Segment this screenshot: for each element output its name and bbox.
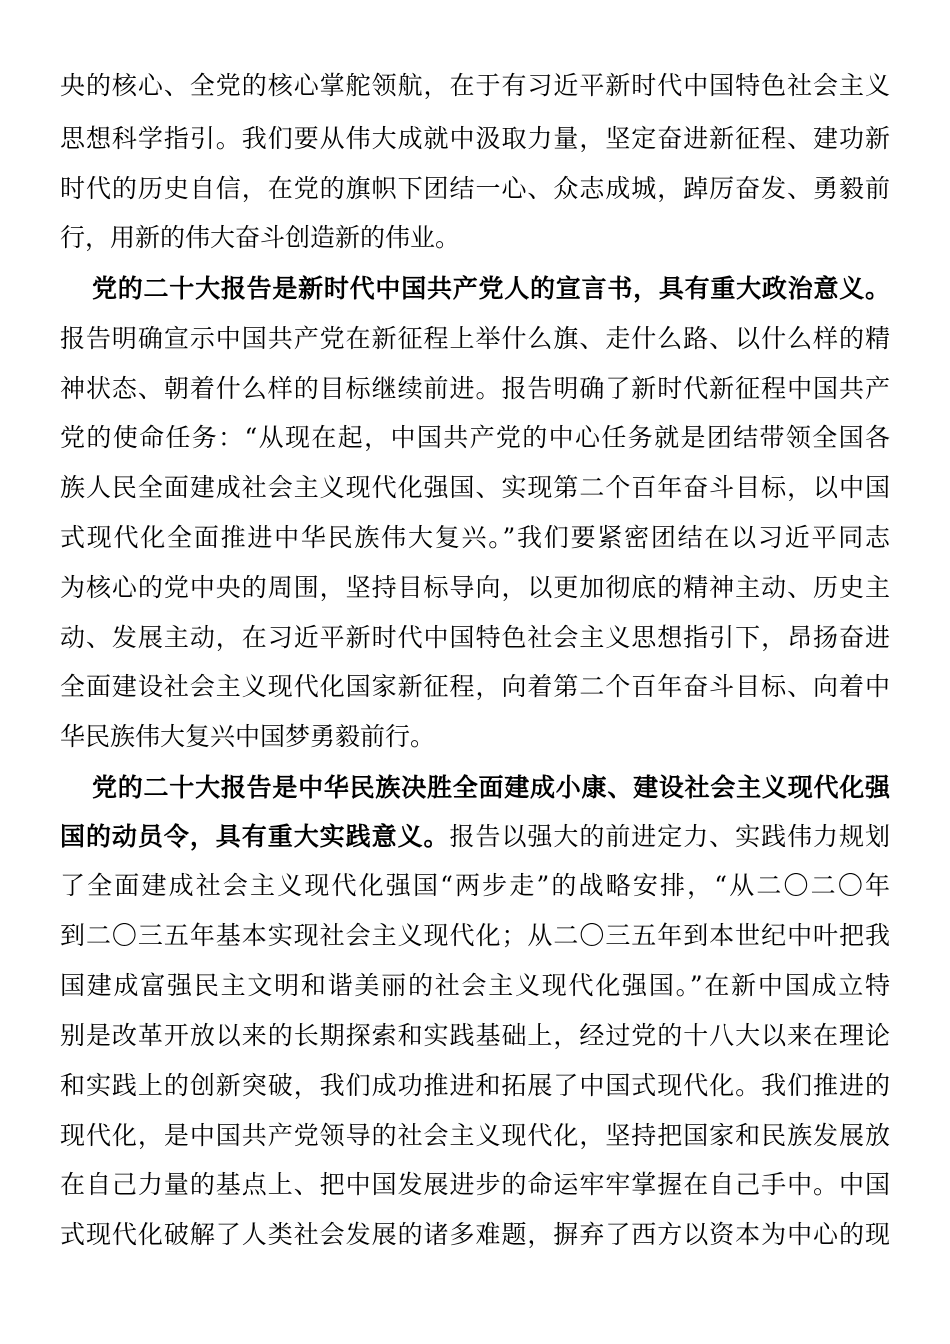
text-line: 式现代化全面推进中华民族伟大复兴。”我们要紧密团结在以习近平同志 — [60, 523, 890, 552]
text-line: 全面建设社会主义现代化国家新征程，向着第二个百年奋斗目标、向着中 — [60, 672, 890, 701]
text-line: 神状态、朝着什么样的目标继续前进。报告明确了新时代新征程中国共产 — [60, 374, 890, 403]
text-line: 行，用新的伟大奋斗创造新的伟业。 — [60, 223, 461, 252]
text-line: 党的使命任务：“从现在起，中国共产党的中心任务就是团结带领全国各 — [60, 423, 890, 452]
text-line: 为核心的党中央的周围，坚持目标导向，以更加彻底的精神主动、历史主 — [60, 573, 890, 602]
text-line: 现代化，是中国共产党领导的社会主义现代化，坚持把国家和民族发展放 — [60, 1121, 890, 1150]
text-line: 族人民全面建成社会主义现代化强国、实现第二个百年奋斗目标，以中国 — [60, 473, 890, 502]
text-line: 思想科学指引。我们要从伟大成就中汲取力量，坚定奋进新征程、建功新 — [60, 124, 890, 153]
text-line: 央的核心、全党的核心掌舵领航，在于有习近平新时代中国特色社会主义 — [60, 71, 890, 100]
text-line: 式现代化破解了人类社会发展的诸多难题，摒弃了西方以资本为中心的现 — [60, 1220, 890, 1249]
paragraph-heading-tail: 国的动员令，具有重大实践意义。 — [60, 822, 450, 851]
text-line: 在自己力量的基点上、把中国发展进步的命运牢牢掌握在自己手中。中国 — [60, 1170, 890, 1199]
text-segment: 报告以强大的前进定力、实践伟力规划 — [449, 822, 890, 851]
text-line: 和实践上的创新突破，我们成功推进和拓展了中国式现代化。我们推进的 — [60, 1071, 890, 1100]
text-line: 动、发展主动，在习近平新时代中国特色社会主义思想指引下，昂扬奋进 — [60, 623, 890, 652]
text-line: 国建成富强民主文明和谐美丽的社会主义现代化强国。”在新中国成立特 — [60, 971, 890, 1000]
text-line: 时代的历史自信，在党的旗帜下团结一心、众志成城，踔厉奋发、勇毅前 — [60, 174, 890, 203]
text-line-mixed — [60, 813, 890, 861]
text-line: 了全面建成社会主义现代化强国“两步走”的战略安排，“从二〇二〇年 — [60, 871, 890, 900]
text-line: 华民族伟大复兴中国梦勇毅前行。 — [60, 722, 436, 751]
text-line: 到二〇三五年基本实现社会主义现代化；从二〇三五年到本世纪中叶把我 — [60, 921, 890, 950]
paragraph-heading: 党的二十大报告是新时代中国共产党人的宣言书，具有重大政治意义。 — [92, 274, 890, 303]
paragraph-heading: 党的二十大报告是中华民族决胜全面建成小康、建设社会主义现代化强 — [92, 773, 890, 802]
text-line: 报告明确宣示中国共产党在新征程上举什么旗、走什么路、以什么样的精 — [60, 324, 890, 353]
text-line: 别是改革开放以来的长期探索和实践基础上，经过党的十八大以来在理论 — [60, 1021, 890, 1050]
